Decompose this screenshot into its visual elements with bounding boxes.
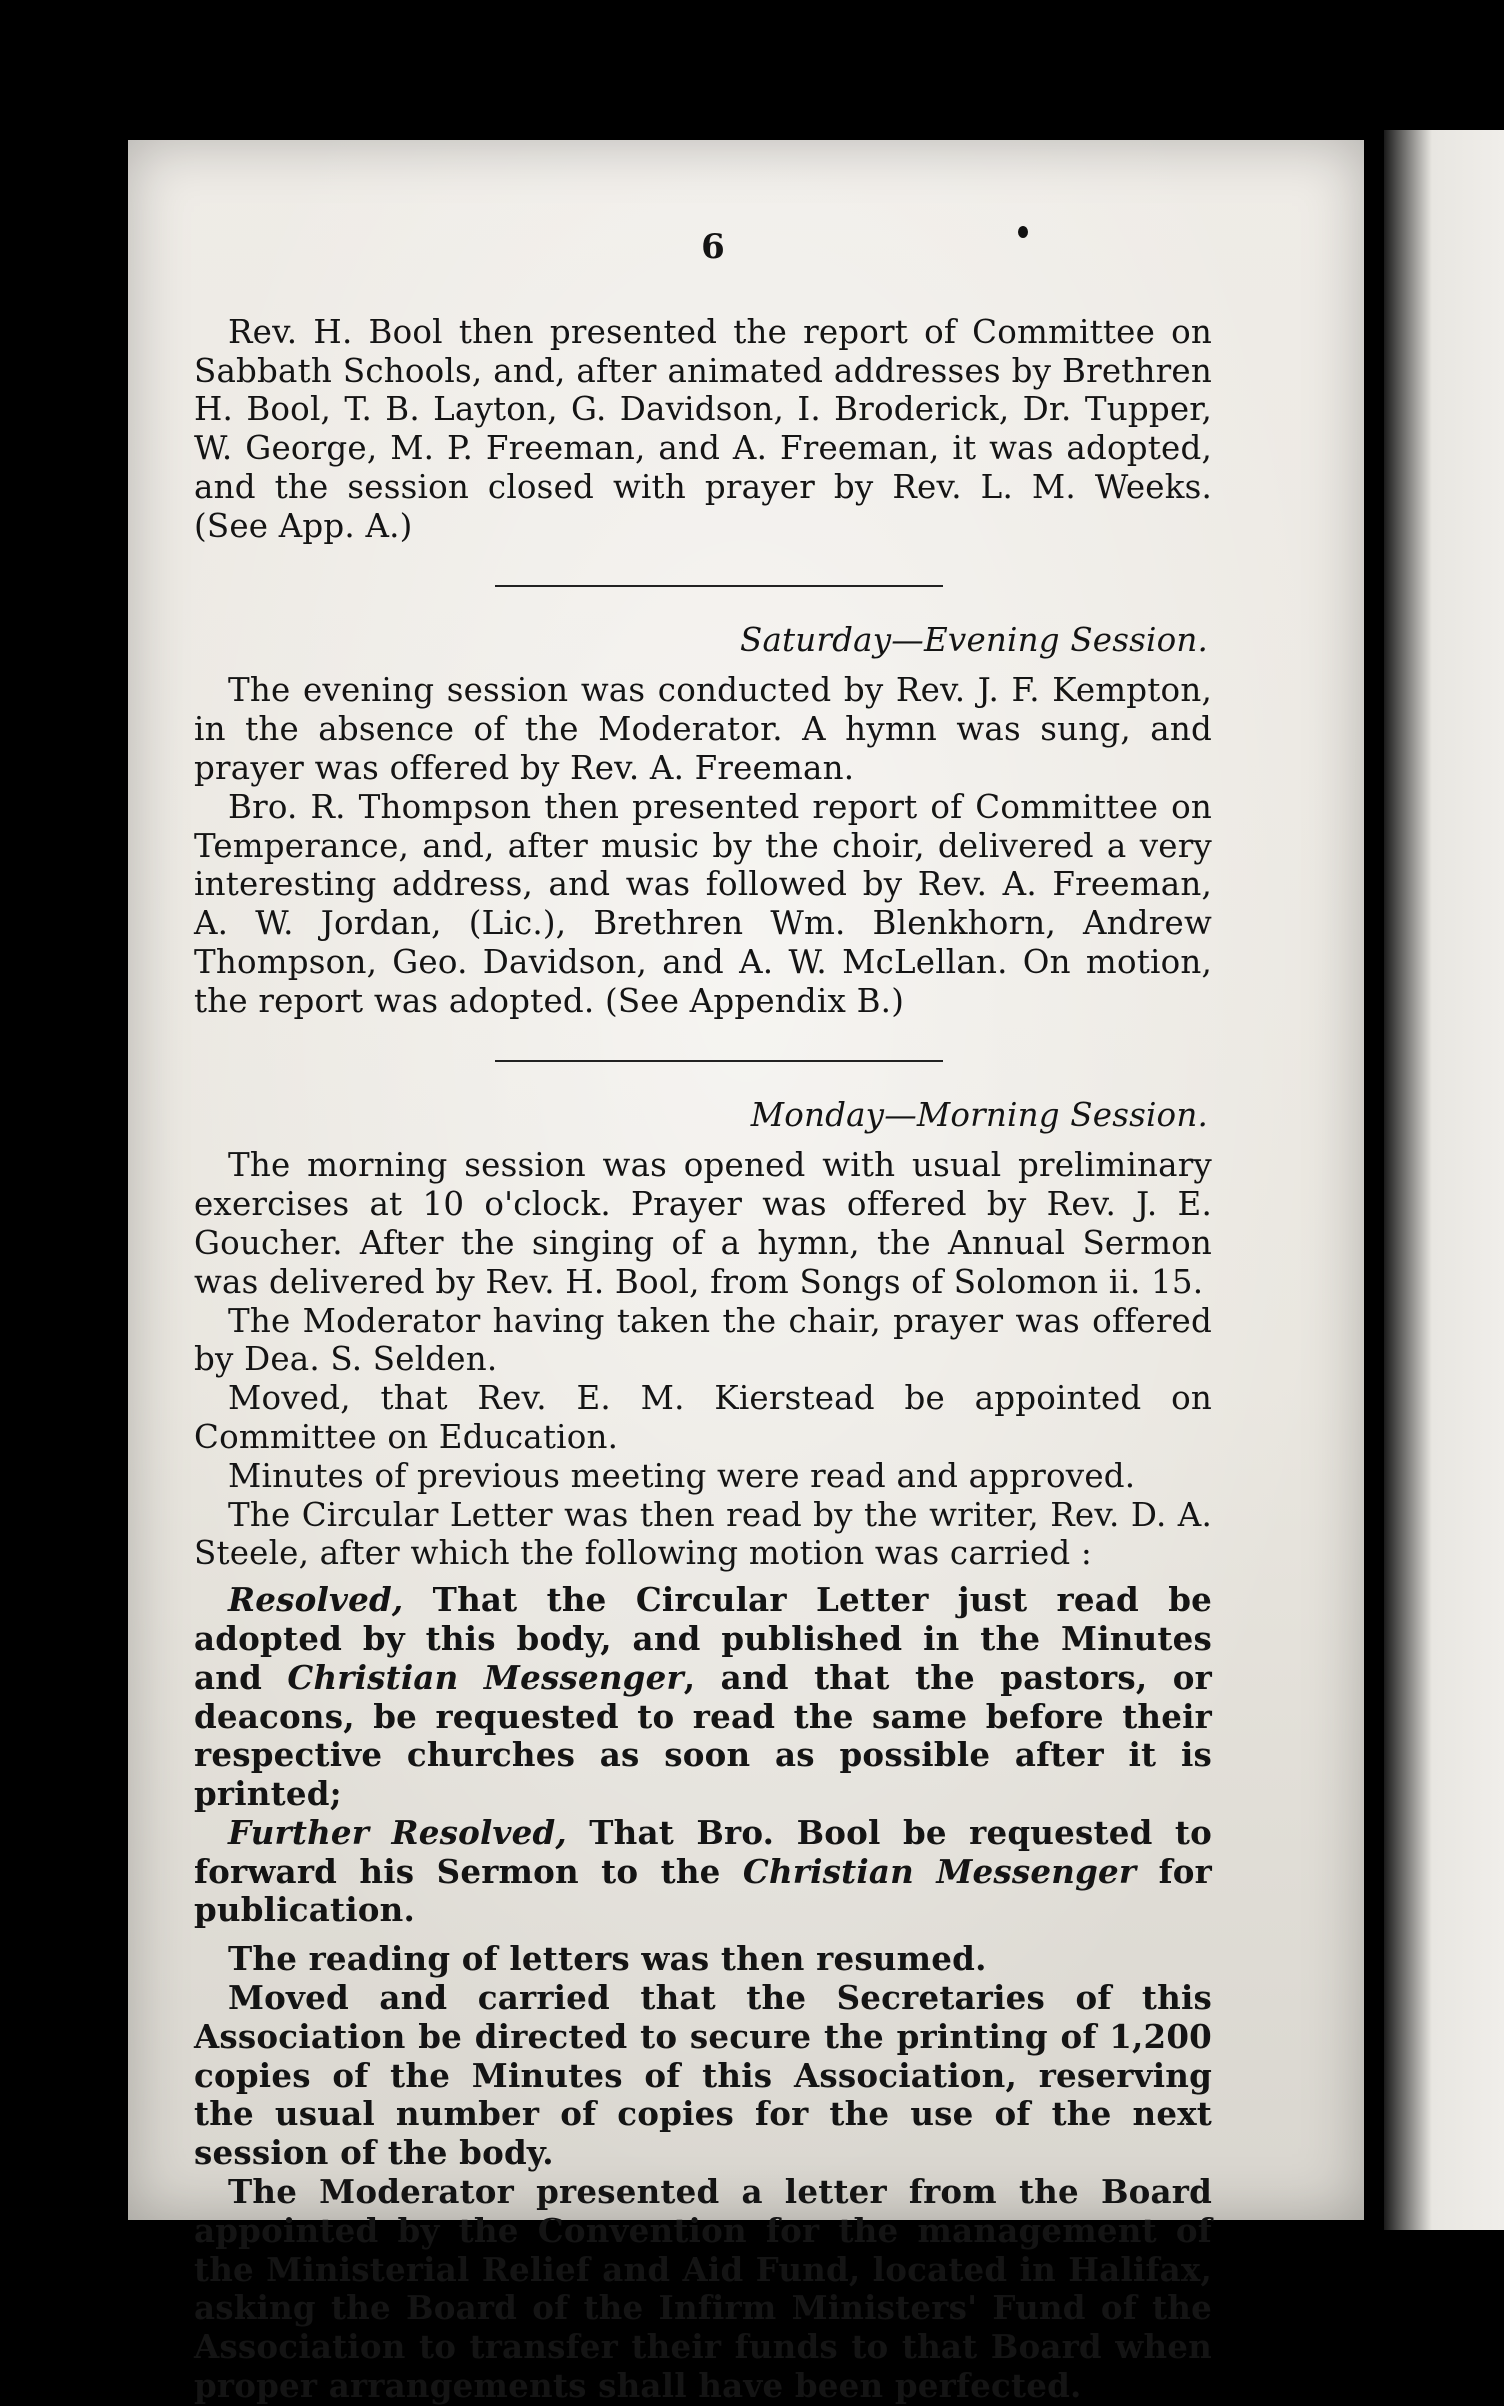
relief-fund-paragraph: The Moderator presented a letter from the Board appointed by the Convention for the management of the Ministerial Relief and Aid Fund, located in Halifax, asking the Board of the Infirm Ministers' Fund of the Association to transfer their funds to that Board when proper arrangements shall have been perfected. — [194, 2172, 1212, 2406]
resolution-sermon — [194, 1814, 1212, 1930]
resolution-text: That Bro. Bool be requested to forward his Sermon to the — [194, 1812, 1212, 1891]
moderator-paragraph: The Moderator having taken the chair, prayer was offered by Dea. S. Selden. — [194, 1301, 1212, 1379]
adjacent-page-edge — [1384, 130, 1504, 2230]
section-divider — [495, 585, 943, 587]
kierstead-motion-paragraph: Moved, that Rev. E. M. Kierstead be appointed on Committee on Education. — [194, 1379, 1212, 1456]
minutes-paragraph: Minutes of previous meeting were read and approved. — [228, 1456, 1136, 1495]
resolution-lead: Further Resolved, — [228, 1812, 567, 1852]
page-content — [194, 228, 1212, 2406]
section-divider — [495, 1060, 943, 1062]
sabbath-schools-paragraph: Rev. H. Bool then presented the report of Committee on Sabbath Schools, and, after animated addresses by Brethren H. Bool, T. B. Layton, G. Davidson, I. Broderick, Dr. Tupper, W. George, M. P. Freeman, and A. Freeman, it was adopted, and the session closed with prayer by Rev. L. M. Weeks. (See App. A.) — [194, 312, 1212, 545]
resolution-text: for publication. — [194, 1851, 1212, 1930]
printing-motion-paragraph: Moved and carried that the Secretaries of this Association be directed to secure the printing of 1,200 copies of the Minutes of this Association, reserving the usual number of copies for the use of the next session of the body. — [194, 1978, 1212, 2173]
saturday-evening-heading: Saturday—Evening Session. — [740, 620, 1208, 659]
page-number: 6 — [701, 227, 725, 267]
letters-resumed-paragraph: The reading of letters was then resumed. — [228, 1939, 987, 1979]
resolution-circular-letter — [194, 1581, 1212, 1814]
evening-session-paragraph: The evening session was conducted by Rev. J. F. Kempton, in the absence of the Moderator. A hymn was sung, and prayer was offered by Rev. A. Freeman. — [194, 671, 1212, 787]
circular-letter-paragraph: The Circular Letter was then read by the writer, Rev. D. A. Steele, after which the following motion was carried : — [194, 1495, 1212, 1573]
publication-name: Christian Messenger — [287, 1657, 684, 1697]
publication-name: Christian Messenger — [742, 1851, 1137, 1891]
resolution-text: , and that the pastors, or deacons, be requested to read the same before their respective churches as soon as possible after it is printed; — [194, 1657, 1212, 1814]
monday-morning-heading: Monday—Morning Session. — [750, 1095, 1208, 1134]
resolution-lead: Resolved, — [228, 1580, 404, 1620]
resolution-text: That the Circular Letter just read be adopted by this body, and published in the Minutes and — [194, 1580, 1212, 1697]
resolutions-block — [194, 1581, 1212, 2406]
morning-session-paragraph: The morning session was opened with usual preliminary exercises at 10 o'clock. Prayer was offered by Rev. J. E. Goucher. After the singing of a hymn, the Annual Sermon was delivered by Rev. H. Bool, from Songs of Solomon ii. 15. — [194, 1146, 1212, 1301]
temperance-paragraph: Bro. R. Thompson then presented report of Committee on Temperance, and, after music by the choir, delivered a very interesting address, and was followed by Rev. A. Freeman, A. W. Jordan, (Lic.), Brethren Wm. Blenkhorn, Andrew Thompson, Geo. Davidson, and A. W. McLellan. On motion, the report was adopted. (See Appendix B.) — [194, 787, 1212, 1020]
